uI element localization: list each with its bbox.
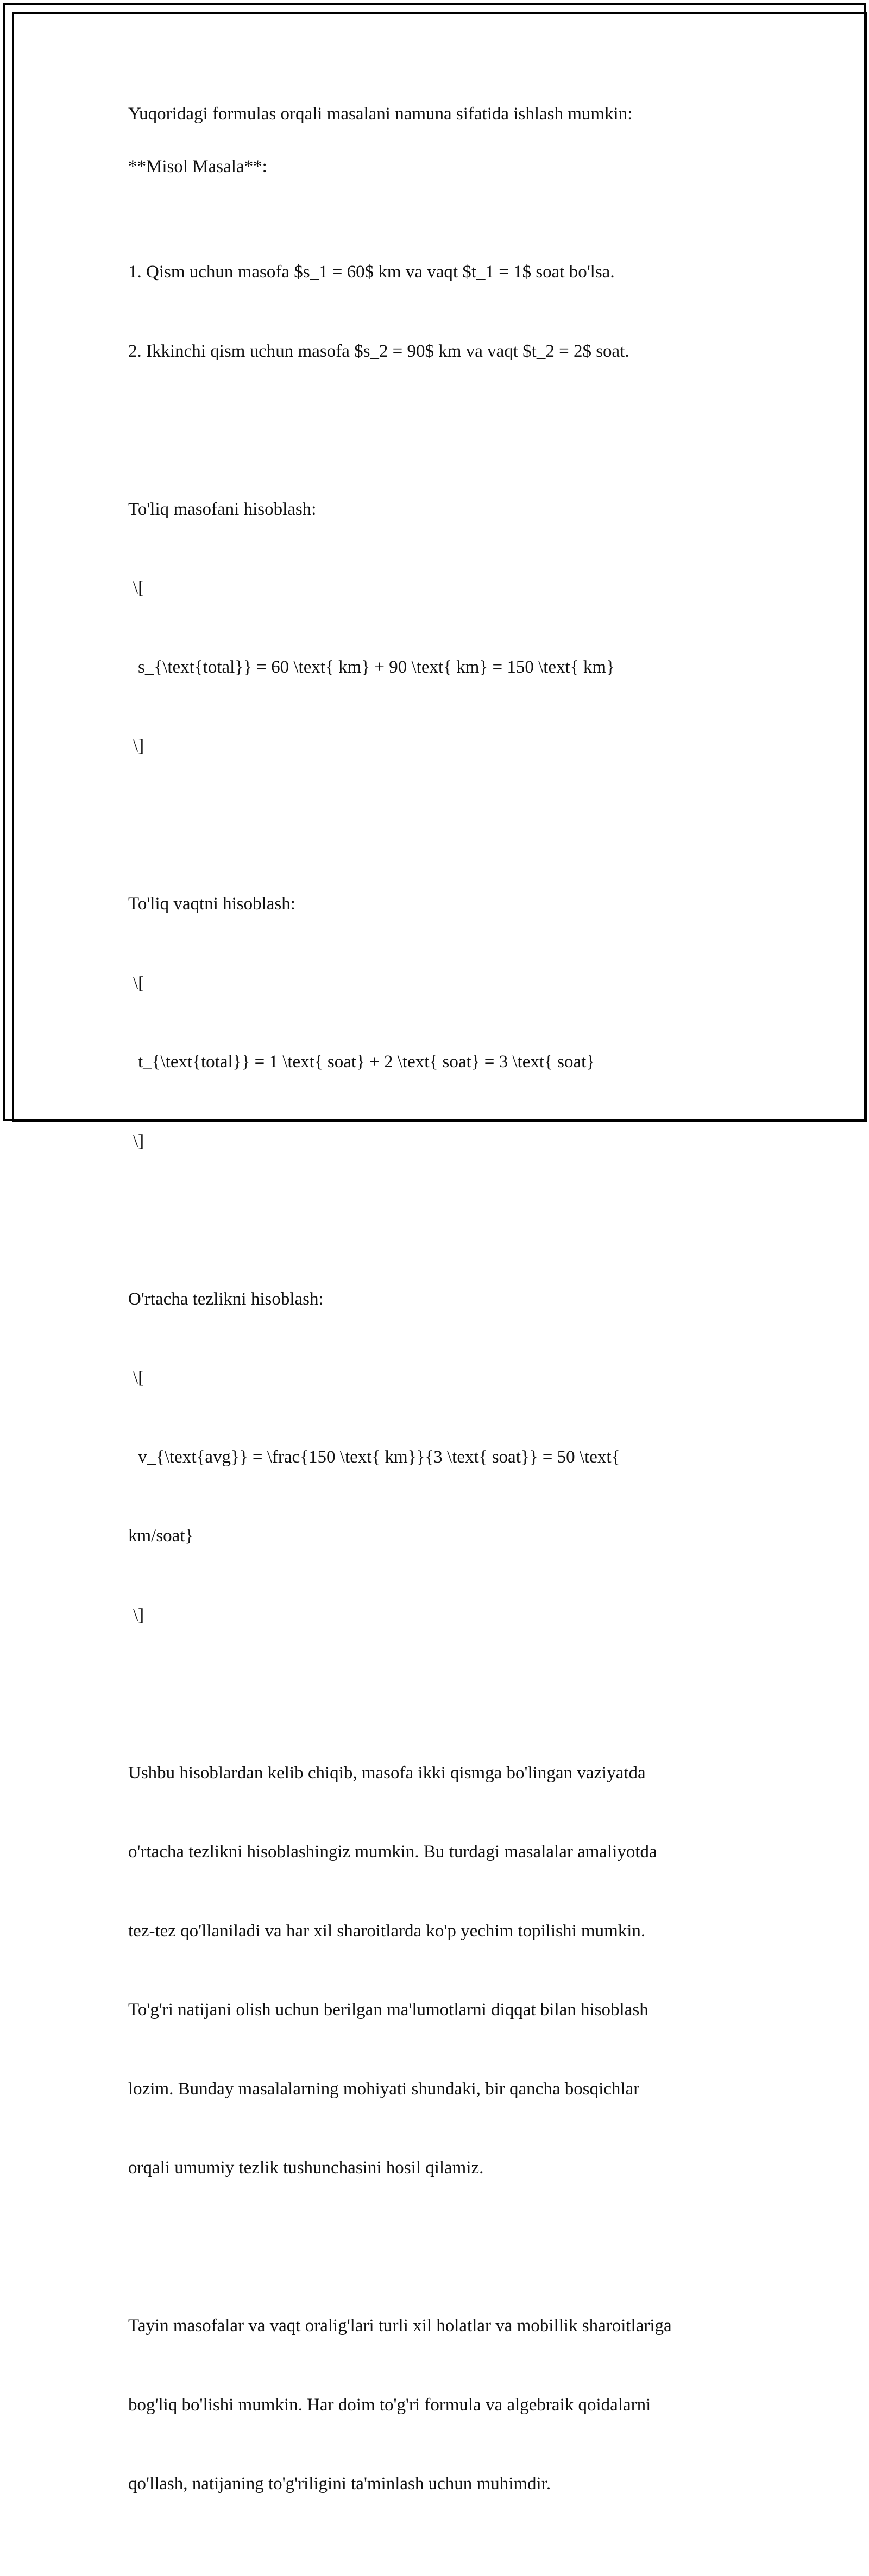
total-distance-block bbox=[128, 444, 747, 812]
closing-paragraph bbox=[128, 2260, 747, 2550]
closing-line: bog'liq bo'lishi mumkin. Har doim to'g'ri formula va algebraik qoidalarni bbox=[128, 2395, 651, 2415]
math-close-delimiter: \] bbox=[133, 1131, 144, 1151]
math-open-delimiter: \[ bbox=[133, 578, 144, 598]
conclusion-line: orqali umumiy tezlik tushunchasini hosil qilamiz. bbox=[128, 2158, 484, 2178]
math-close-delimiter: \] bbox=[133, 1605, 144, 1625]
total-time-formula: t_{\text{total}} = 1 \text{ soat} + 2 \text{ soat} = 3 \text{ soat} bbox=[138, 1052, 595, 1072]
avg-speed-formula-continued: km/soat} bbox=[128, 1526, 194, 1546]
list-item: 2. Ikkinchi qism uchun masofa $s_2 = 90$ km va vaqt $t_2 = 2$ soat. bbox=[128, 341, 629, 361]
total-time-label: To'liq vaqtni hisoblash: bbox=[128, 894, 295, 914]
conclusion-line: lozim. Bunday masalalarning mohiyati shundaki, bir qancha bosqichlar bbox=[128, 2079, 640, 2099]
list-item: 1. Qism uchun masofa $s_1 = 60$ km va vaqt $t_1 = 1$ soat bo'lsa. bbox=[128, 262, 615, 282]
avg-speed-label: O'rtacha tezlikni hisoblash: bbox=[128, 1289, 324, 1309]
conclusion-line: o'rtacha tezlikni hisoblashingiz mumkin. Bu turdagi masalalar amaliyotda bbox=[128, 1842, 657, 1862]
example-heading: **Misol Masala**: bbox=[128, 157, 267, 176]
total-distance-formula: s_{\text{total}} = 60 \text{ km} + 90 \text{ km} = 150 \text{ km} bbox=[138, 657, 615, 677]
conclusion-paragraph bbox=[128, 1707, 747, 2234]
math-close-delimiter: \] bbox=[133, 736, 144, 756]
intro-paragraph: Yuqoridagi formulas orqali masalani namuna sifatida ishlash mumkin: bbox=[128, 104, 633, 124]
closing-line: Tayin masofalar va vaqt oralig'lari turli xil holatlar va mobillik sharoitlariga bbox=[128, 2316, 672, 2336]
avg-speed-block bbox=[128, 1233, 747, 1681]
conclusion-line: tez-tez qo'llaniladi va har xil sharoitlarda ko'p yechim topilishi mumkin. bbox=[128, 1921, 646, 1941]
conclusion-line: Ushbu hisoblardan kelib chiqib, masofa ikki qismga bo'lingan vaziyatda bbox=[128, 1763, 646, 1783]
closing-line: qo'llash, natijaning to'g'riligini ta'minlash uchun muhimdir. bbox=[128, 2474, 551, 2493]
avg-speed-formula: v_{\text{avg}} = \frac{150 \text{ km}}{3 \text{ soat}} = 50 \text{ bbox=[138, 1447, 620, 1467]
math-open-delimiter: \[ bbox=[133, 973, 144, 993]
example-list bbox=[128, 206, 747, 417]
conclusion-line: To'g'ri natijani olish uchun berilgan ma'lumotlarni diqqat bilan hisoblash bbox=[128, 2000, 648, 2020]
document-body bbox=[128, 101, 747, 2576]
math-open-delimiter: \[ bbox=[133, 1368, 144, 1388]
total-distance-label: To'liq masofani hisoblash: bbox=[128, 499, 317, 519]
total-time-block bbox=[128, 838, 747, 1207]
